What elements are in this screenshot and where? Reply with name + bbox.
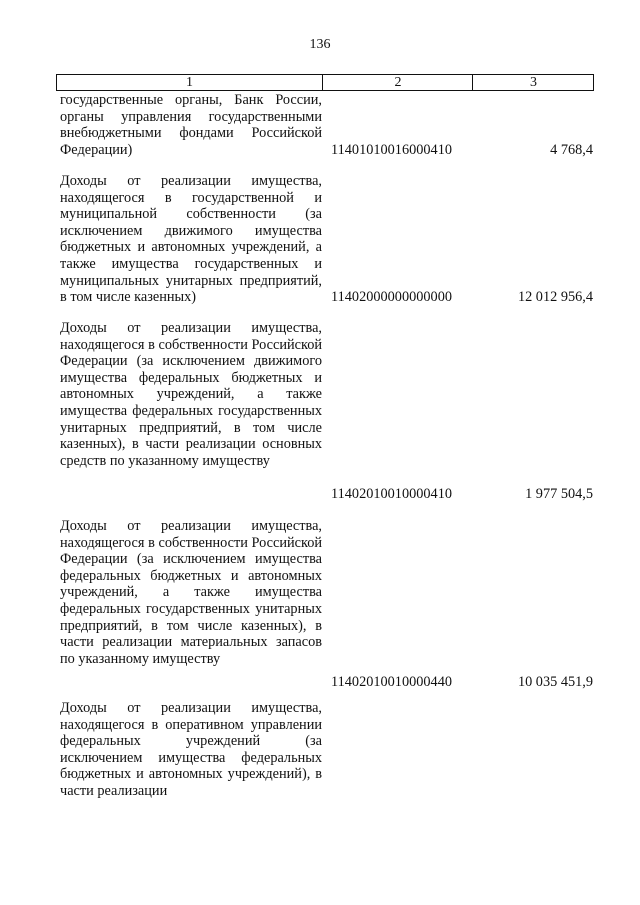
row-description: Доходы от реализации имущества, находящегося в собственности Российской Федерации (за исключением движимого имущества федеральных бюджетных и автономных учреждений, а также имущества федеральных государственных унитарных предприятий, в том числе казенных), в части реализации основных средств по указанному имуществу — [60, 320, 322, 469]
row-amount: 10 035 451,9 — [517, 674, 593, 690]
row-code: 11402000000000000 — [331, 289, 452, 305]
row-amount: 12 012 956,4 — [517, 289, 593, 305]
row-code: 11402010010000440 — [331, 674, 452, 690]
row-amount: 1 977 504,5 — [525, 486, 593, 502]
header-col-3: 3 — [472, 75, 594, 90]
row-code: 11401010016000410 — [331, 142, 452, 158]
header-col-1: 1 — [186, 75, 193, 90]
header-col-2: 2 — [322, 75, 473, 90]
page-number: 136 — [309, 37, 331, 52]
row-description: Доходы от реализации имущества, находящегося в государственной и муниципальной собственности (за исключением движимого имущества бюджетных и автономных учреждений, а также имущества государственных и муниципальных унитарных предприятий, в том числе казенных) — [60, 173, 322, 306]
row-description: Доходы от реализации имущества, находящегося в собственности Российской Федерации (за исключением имущества федеральных бюджетных и автономных учреждений, а также имущества федеральных государственных унитарных предприятий, в том числе казенных), в части реализации материальных запасов по указанному имуществу — [60, 518, 322, 667]
table-header-row — [56, 74, 594, 91]
row-amount: 4 768,4 — [550, 142, 593, 158]
row-description: государственные органы, Банк России, органы управления государственными внебюджетными фондами Российской Федерации) — [60, 92, 322, 158]
row-code: 11402010010000410 — [331, 486, 452, 502]
row-description: Доходы от реализации имущества, находящегося в оперативном управлении федеральных учреждений (за исключением имущества федеральных бюджетных и автономных учреждений), в части реализации — [60, 700, 322, 799]
